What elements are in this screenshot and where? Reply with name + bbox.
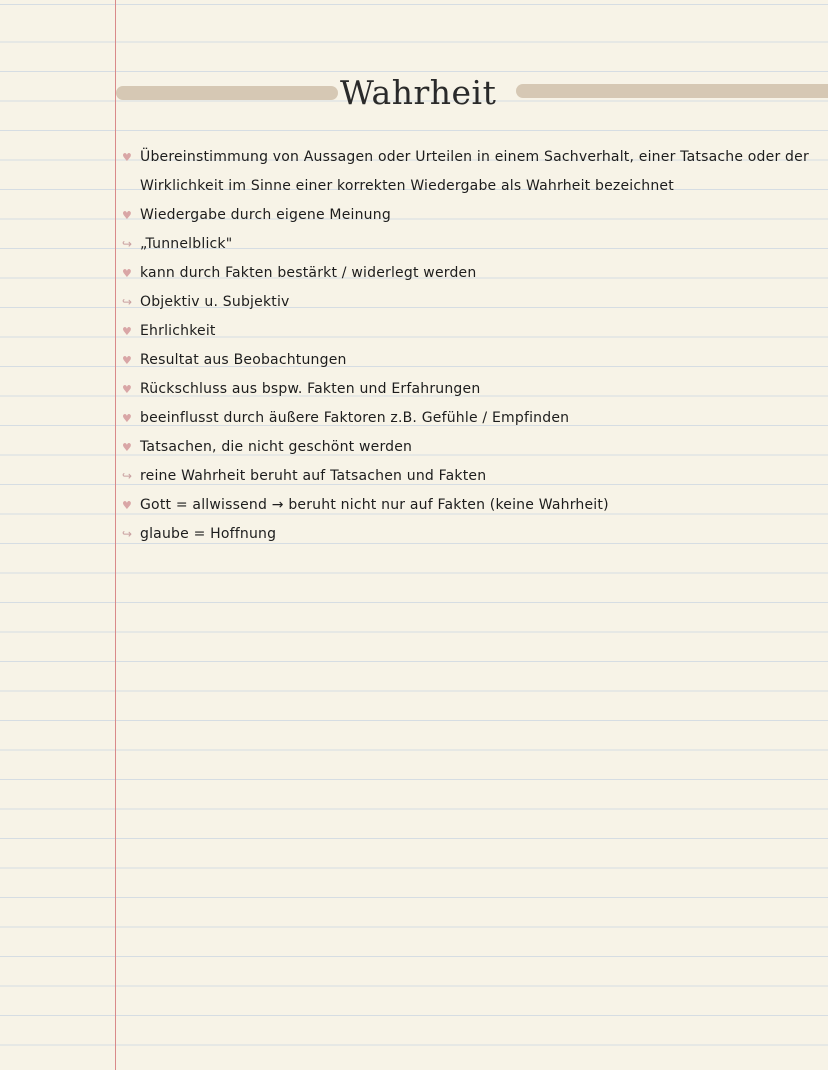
heart-bullet-icon: ♥ [122,383,133,396]
heart-bullet-icon: ♥ [122,267,133,280]
curved-arrow-icon: ↪ [122,469,133,483]
note-item [122,230,812,259]
note-text: beeinflusst durch äußere Faktoren z.B. Gefühle / Empfinden [140,410,570,426]
note-item [122,375,812,404]
note-item [122,259,812,288]
note-text: Objektiv u. Subjektiv [140,294,290,310]
curved-arrow-icon: ↪ [122,295,133,309]
note-text: „Tunnelblick" [140,236,233,252]
note-text: Rückschluss aus bspw. Fakten und Erfahrungen [140,381,481,397]
note-text: Resultat aus Beobachtungen [140,352,347,368]
note-item [122,404,812,433]
note-text: Gott = allwissend → beruht nicht nur auf Fakten (keine Wahrheit) [140,497,609,513]
note-item [122,433,812,462]
note-item [122,491,812,520]
note-item [122,143,812,201]
heart-bullet-icon: ♥ [122,209,133,222]
title-highlight-left [116,86,338,100]
note-text: Übereinstimmung von Aussagen oder Urteilen in einem Sachverhalt, einer Tatsache oder der Wirklichkeit im Sinne einer korrekten Wiedergabe als Wahrheit bezeichnet [140,149,809,194]
note-item [122,288,812,317]
margin-line [115,0,116,1070]
note-item [122,201,812,230]
note-item [122,317,812,346]
note-item [122,462,812,491]
heart-bullet-icon: ♥ [122,354,133,367]
heart-bullet-icon: ♥ [122,412,133,425]
title-banner [116,70,828,120]
note-text: Ehrlichkeit [140,323,216,339]
curved-arrow-icon: ↪ [122,527,133,541]
note-text: Tatsachen, die nicht geschönt werden [140,439,413,455]
note-text: Wiedergabe durch eigene Meinung [140,207,391,223]
page-title: Wahrheit [340,73,497,112]
note-text: reine Wahrheit beruht auf Tatsachen und Fakten [140,468,487,484]
curved-arrow-icon: ↪ [122,237,133,251]
heart-bullet-icon: ♥ [122,499,133,512]
note-item [122,346,812,375]
note-text: kann durch Fakten bestärkt / widerlegt werden [140,265,477,281]
note-text: glaube = Hoffnung [140,526,277,542]
note-item [122,520,812,549]
title-highlight-right [516,84,828,98]
heart-bullet-icon: ♥ [122,151,133,164]
heart-bullet-icon: ♥ [122,325,133,338]
notes-list [122,143,812,549]
heart-bullet-icon: ♥ [122,441,133,454]
